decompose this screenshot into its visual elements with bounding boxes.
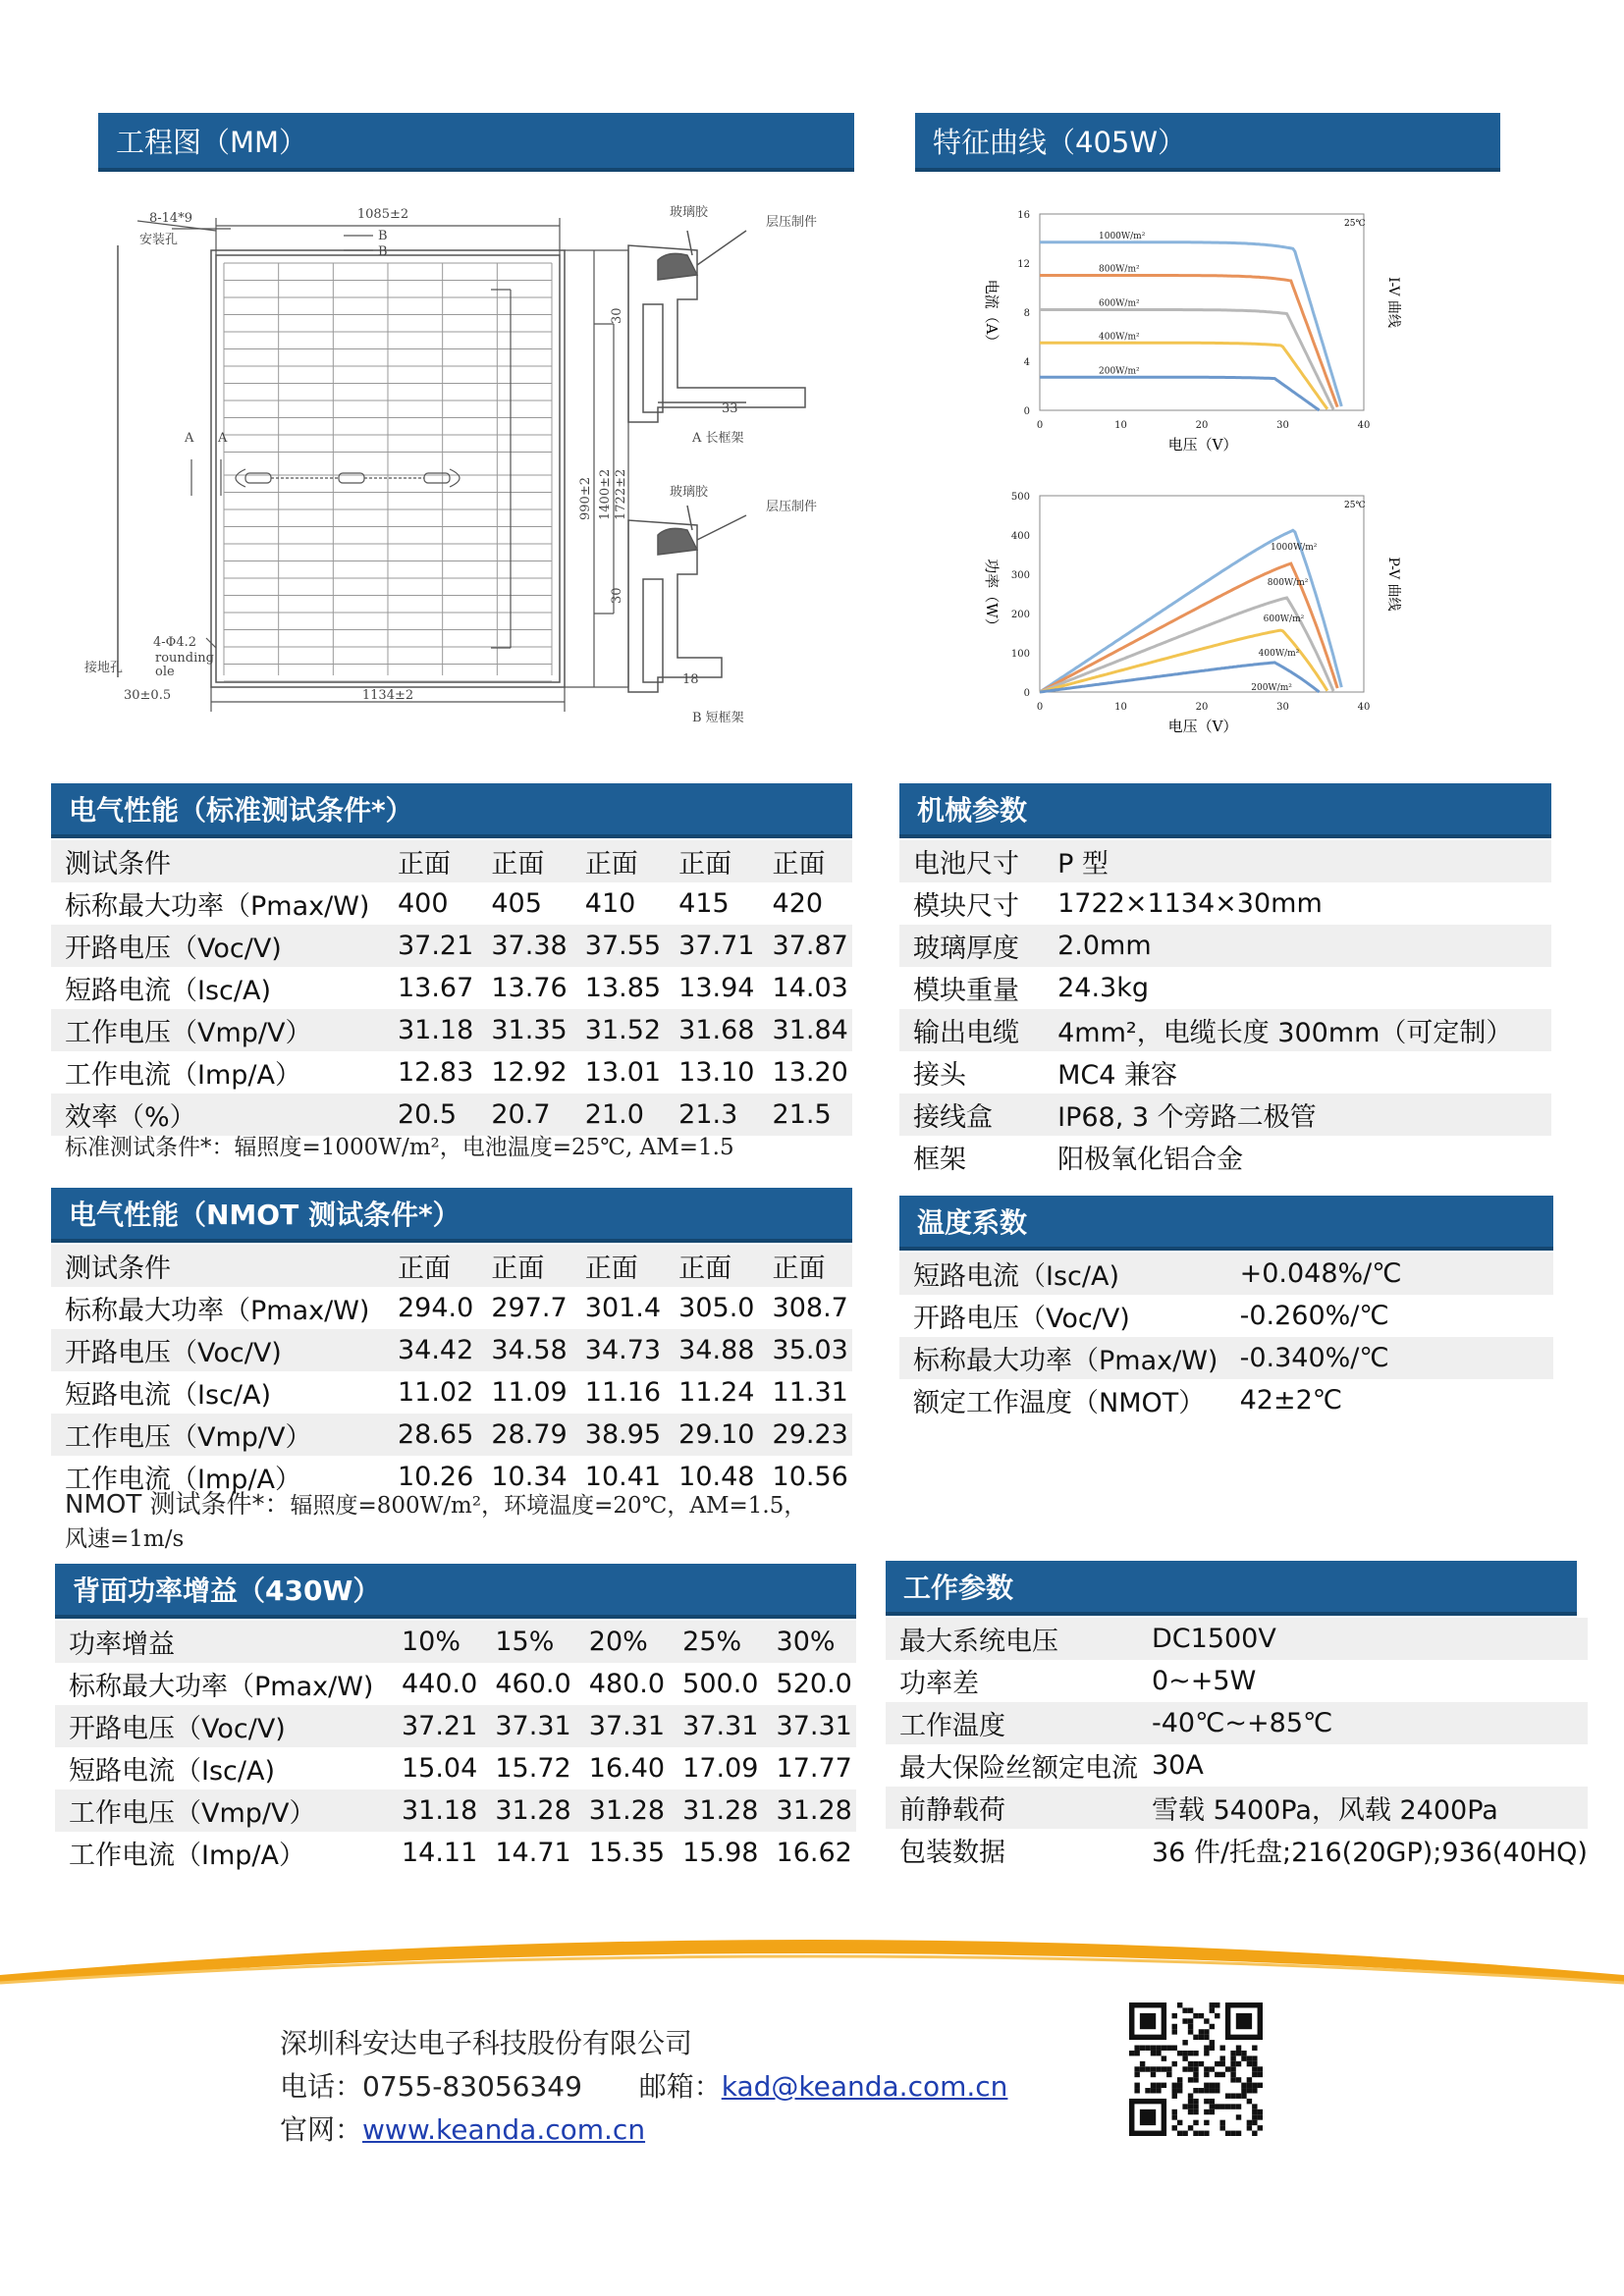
nmot-value: 29.10	[665, 1414, 758, 1456]
email-link[interactable]: kad@keanda.com.cn	[721, 2070, 1008, 2103]
pv-xtick: 10	[1114, 702, 1127, 713]
mechanical-row	[899, 1009, 1551, 1051]
nmot-value: 28.79	[477, 1414, 570, 1456]
stc-header: 电气性能（标准测试条件*）	[51, 783, 852, 838]
short-laminate-label: 层压制件	[766, 500, 818, 514]
pv-series-label: 800W/m²	[1267, 578, 1309, 589]
mechanical-row	[899, 967, 1551, 1009]
temperature-row	[899, 1337, 1553, 1379]
stc-value: 正面	[665, 840, 758, 882]
stc-value: 21.0	[571, 1094, 665, 1136]
frame-sections	[599, 196, 854, 736]
bifacial-value: 37.21	[388, 1705, 481, 1747]
mechanical-label: 接头	[899, 1051, 1044, 1094]
bifacial-row	[55, 1705, 856, 1747]
operating-label: 包装数据	[886, 1829, 1138, 1871]
stc-table	[51, 840, 852, 1136]
mechanical-row	[899, 925, 1551, 967]
stc-row	[51, 925, 852, 967]
operating-label: 前静载荷	[886, 1787, 1138, 1829]
bifacial-value: 31.18	[388, 1789, 481, 1832]
temperature-label: 额定工作温度（NMOT）	[899, 1379, 1226, 1421]
stc-value: 正面	[384, 840, 477, 882]
pv-xtick: 30	[1276, 702, 1289, 713]
operating-label: 最大系统电压	[886, 1618, 1138, 1660]
pv-curve-chart	[967, 478, 1409, 743]
dim-b2: B	[378, 244, 388, 259]
iv-xlabel: 电压（V）	[1167, 436, 1238, 454]
nmot-label: 开路电压（Voc/V)	[51, 1329, 384, 1371]
dim-holes: 8-14*9	[149, 211, 192, 226]
stc-label: 短路电流（Isc/A)	[51, 967, 384, 1009]
nmot-value: 28.65	[384, 1414, 477, 1456]
iv-ytick: 0	[1023, 406, 1030, 417]
temperature-value: 42±2℃	[1226, 1379, 1553, 1421]
nmot-note-rest: 辐照度=800W/m²，环境温度=20℃，AM=1.5，	[290, 1493, 807, 1519]
nmot-value: 297.7	[477, 1287, 570, 1329]
stc-value: 37.55	[571, 925, 665, 967]
ground-en2: ole	[155, 665, 175, 679]
pv-ytick: 400	[1010, 531, 1030, 542]
temperature-row	[899, 1253, 1553, 1295]
bifacial-label: 标称最大功率（Pmax/W)	[55, 1663, 388, 1705]
nmot-row	[51, 1245, 852, 1287]
operating-row	[886, 1618, 1588, 1660]
nmot-value: 正面	[477, 1245, 570, 1287]
temperature-row	[899, 1295, 1553, 1337]
bifacial-value: 10%	[388, 1621, 481, 1663]
nmot-label: 标称最大功率（Pmax/W)	[51, 1287, 384, 1329]
website-link[interactable]: www.keanda.com.cn	[362, 2113, 646, 2146]
operating-label: 最大保险丝额定电流	[886, 1744, 1138, 1787]
bifacial-value: 31.28	[669, 1789, 762, 1832]
stc-value: 12.92	[477, 1051, 570, 1094]
footer-web	[280, 2109, 645, 2148]
nmot-value: 正面	[665, 1245, 758, 1287]
dim-a2: A	[218, 431, 228, 446]
bifacial-value: 500.0	[669, 1663, 762, 1705]
nmot-value: 308.7	[759, 1287, 852, 1329]
stc-value: 405	[477, 882, 570, 925]
bifacial-value: 440.0	[388, 1663, 481, 1705]
mechanical-header: 机械参数	[899, 783, 1551, 838]
curves-header: 特征曲线（405W）	[915, 113, 1500, 172]
stc-row	[51, 967, 852, 1009]
mechanical-value: 4mm²，电缆长度 300mm（可定制）	[1044, 1009, 1551, 1051]
temperature-row	[899, 1379, 1553, 1421]
nmot-header: 电气性能（NMOT 测试条件*）	[51, 1188, 852, 1243]
iv-xtick: 30	[1276, 420, 1289, 431]
bifacial-value: 37.31	[763, 1705, 856, 1747]
iv-ylabel: 电流（A）	[983, 279, 1001, 349]
iv-ytick: 12	[1017, 259, 1030, 270]
iv-temp: 25℃	[1344, 219, 1366, 229]
bifacial-value: 31.28	[575, 1789, 669, 1832]
footer-contact	[280, 2065, 1007, 2105]
dim-width-top: 1085±2	[356, 207, 409, 222]
ground-spec: 4-Φ4.2	[153, 635, 196, 650]
stc-value: 13.01	[571, 1051, 665, 1094]
bifacial-row	[55, 1789, 856, 1832]
nmot-note-line2: 风速=1m/s	[65, 1526, 185, 1552]
temperature-header: 温度系数	[899, 1196, 1553, 1251]
bifacial-value: 14.71	[481, 1832, 574, 1874]
iv-ytick: 8	[1023, 308, 1030, 319]
short-width: 18	[682, 672, 699, 687]
pv-series-label: 1000W/m²	[1271, 542, 1318, 553]
operating-value: -40℃~+85℃	[1138, 1702, 1588, 1744]
nmot-value: 294.0	[384, 1287, 477, 1329]
pv-ytick: 0	[1023, 688, 1030, 699]
operating-header: 工作参数	[886, 1561, 1577, 1616]
nmot-value: 正面	[759, 1245, 852, 1287]
mechanical-label: 电池尺寸	[899, 840, 1044, 882]
bifacial-row	[55, 1621, 856, 1663]
stc-label: 工作电流（Imp/A）	[51, 1051, 384, 1094]
nmot-label: 短路电流（Isc/A)	[51, 1371, 384, 1414]
mechanical-row	[899, 882, 1551, 925]
nmot-label: 工作电压（Vmp/V）	[51, 1414, 384, 1456]
nmot-value: 正面	[384, 1245, 477, 1287]
pv-side-label: P-V 曲线	[1385, 557, 1401, 612]
pv-xtick: 20	[1195, 702, 1209, 713]
bifacial-row	[55, 1747, 856, 1789]
temperature-value: +0.048%/℃	[1226, 1253, 1553, 1295]
bifacial-label: 工作电压（Vmp/V）	[55, 1789, 388, 1832]
stc-value: 13.76	[477, 967, 570, 1009]
iv-series-line	[1040, 377, 1320, 410]
nmot-value: 正面	[571, 1245, 665, 1287]
nmot-value: 11.31	[759, 1371, 852, 1414]
stc-value: 21.3	[665, 1094, 758, 1136]
mechanical-label: 玻璃厚度	[899, 925, 1044, 967]
long-height: 30	[610, 307, 624, 324]
operating-row	[886, 1787, 1588, 1829]
temperature-value: -0.340%/℃	[1226, 1337, 1553, 1379]
iv-series-line	[1040, 310, 1333, 410]
iv-ytick: 16	[1017, 210, 1030, 221]
nmot-value: 10.56	[759, 1456, 852, 1498]
long-laminate-label: 层压制件	[766, 215, 818, 230]
iv-xtick: 20	[1195, 420, 1209, 431]
stc-value: 14.03	[759, 967, 852, 1009]
stc-value: 13.85	[571, 967, 665, 1009]
bifacial-value: 15.98	[669, 1832, 762, 1874]
mechanical-value: 1722×1134×30mm	[1044, 882, 1551, 925]
mechanical-value: 24.3kg	[1044, 967, 1551, 1009]
temperature-label: 标称最大功率（Pmax/W)	[899, 1337, 1226, 1379]
stc-value: 400	[384, 882, 477, 925]
nmot-value: 10.34	[477, 1456, 570, 1498]
mechanical-label: 框架	[899, 1136, 1044, 1178]
nmot-value: 11.16	[571, 1371, 665, 1414]
footer-company: 深圳科安达电子科技股份有限公司	[280, 2027, 693, 2059]
temperature-label: 短路电流（Isc/A)	[899, 1253, 1226, 1295]
stc-row	[51, 1051, 852, 1094]
stc-value: 410	[571, 882, 665, 925]
dim-30: 30±0.5	[124, 688, 172, 703]
iv-xtick: 0	[1036, 420, 1044, 431]
stc-value: 正面	[571, 840, 665, 882]
long-frame-caption: A 长框架	[692, 431, 744, 446]
stc-value: 31.18	[384, 1009, 477, 1051]
nmot-label: 工作电流（Imp/A）	[51, 1456, 384, 1498]
pv-xtick: 0	[1036, 702, 1044, 713]
stc-value: 37.71	[665, 925, 758, 967]
iv-ytick: 4	[1023, 357, 1030, 368]
pv-temp: 25℃	[1344, 501, 1366, 510]
drawing-header: 工程图（MM）	[98, 113, 854, 172]
bifacial-value: 31.28	[481, 1789, 574, 1832]
mechanical-value: P 型	[1044, 840, 1551, 882]
dim-a1: A	[185, 431, 194, 446]
footer-swoosh	[0, 1924, 1624, 1993]
operating-value: 36 件/托盘;216(20GP);936(40HQ)	[1138, 1829, 1588, 1871]
bifacial-label: 短路电流（Isc/A)	[55, 1747, 388, 1789]
iv-curve-chart	[967, 196, 1409, 461]
operating-row	[886, 1744, 1588, 1787]
stc-row	[51, 882, 852, 925]
operating-row	[886, 1660, 1588, 1702]
stc-value: 37.87	[759, 925, 852, 967]
ground-hole-label: 接地孔	[84, 661, 124, 675]
nmot-value: 10.41	[571, 1456, 665, 1498]
nmot-row	[51, 1287, 852, 1329]
stc-row	[51, 840, 852, 882]
pv-ytick: 200	[1010, 610, 1030, 620]
dim-990: 990±2	[578, 477, 593, 520]
stc-value: 正面	[759, 840, 852, 882]
nmot-row	[51, 1414, 852, 1456]
operating-table	[886, 1618, 1588, 1871]
mechanical-value: MC4 兼容	[1044, 1051, 1551, 1094]
pv-series-label: 600W/m²	[1263, 614, 1305, 624]
nmot-row	[51, 1371, 852, 1414]
temperature-label: 开路电压（Voc/V)	[899, 1295, 1226, 1337]
bifacial-label: 功率增益	[55, 1621, 388, 1663]
mechanical-table	[899, 840, 1551, 1178]
nmot-value: 38.95	[571, 1414, 665, 1456]
pv-ylabel: 功率（W）	[983, 559, 1001, 633]
stc-value: 31.52	[571, 1009, 665, 1051]
pv-series-label: 400W/m²	[1258, 648, 1300, 659]
operating-value: 30A	[1138, 1744, 1588, 1787]
dim-b1: B	[378, 229, 388, 243]
iv-side-label: I-V 曲线	[1385, 277, 1401, 328]
bifacial-header: 背面功率增益（430W）	[55, 1564, 856, 1619]
operating-value: 雪载 5400Pa，风载 2400Pa	[1138, 1787, 1588, 1829]
nmot-note	[65, 1484, 806, 1553]
bifacial-value: 20%	[575, 1621, 669, 1663]
pv-xtick: 40	[1357, 702, 1371, 713]
nmot-value: 34.42	[384, 1329, 477, 1371]
short-glue-label: 玻璃胶	[670, 485, 709, 500]
qr-code	[1129, 2002, 1263, 2136]
phone-label: 电话：	[280, 2070, 363, 2103]
iv-series-label: 400W/m²	[1099, 332, 1140, 343]
stc-value: 13.20	[759, 1051, 852, 1094]
dim-1722: 1722±2	[614, 468, 628, 520]
stc-label: 开路电压（Voc/V)	[51, 925, 384, 967]
short-height: 30	[610, 587, 624, 604]
mechanical-row	[899, 840, 1551, 882]
stc-value: 420	[759, 882, 852, 925]
operating-label: 功率差	[886, 1660, 1138, 1702]
bifacial-value: 15.04	[388, 1747, 481, 1789]
phone-number: 0755-83056349	[362, 2070, 582, 2103]
mechanical-label: 输出电缆	[899, 1009, 1044, 1051]
stc-value: 31.35	[477, 1009, 570, 1051]
operating-row	[886, 1702, 1588, 1744]
nmot-value: 29.23	[759, 1414, 852, 1456]
bifacial-value: 17.09	[669, 1747, 762, 1789]
stc-value: 20.7	[477, 1094, 570, 1136]
temperature-value: -0.260%/℃	[1226, 1295, 1553, 1337]
operating-value: 0~+5W	[1138, 1660, 1588, 1702]
pv-xlabel: 电压（V）	[1167, 718, 1238, 735]
iv-series-label: 200W/m²	[1099, 366, 1140, 377]
ground-en: rounding	[155, 651, 214, 666]
nmot-value: 10.26	[384, 1456, 477, 1498]
iv-series-label: 600W/m²	[1099, 298, 1140, 309]
pv-ytick: 500	[1010, 492, 1030, 503]
nmot-value: 11.09	[477, 1371, 570, 1414]
bifacial-value: 37.31	[481, 1705, 574, 1747]
short-frame-caption: B 短框架	[692, 711, 744, 725]
bifacial-value: 520.0	[763, 1663, 856, 1705]
pv-series-line	[1040, 598, 1333, 692]
dim-1400: 1400±2	[598, 468, 613, 520]
bifacial-value: 16.40	[575, 1747, 669, 1789]
mechanical-value: IP68, 3 个旁路二极管	[1044, 1094, 1551, 1136]
email-label: 邮箱：	[638, 2070, 722, 2103]
iv-xtick: 40	[1357, 420, 1371, 431]
bifacial-value: 31.28	[763, 1789, 856, 1832]
nmot-note-lead: NMOT 测试条件*：	[65, 1490, 291, 1520]
stc-label: 测试条件	[51, 840, 384, 882]
stc-value: 13.10	[665, 1051, 758, 1094]
stc-value: 13.94	[665, 967, 758, 1009]
operating-value: DC1500V	[1138, 1618, 1588, 1660]
bifacial-value: 16.62	[763, 1832, 856, 1874]
mechanical-value: 2.0mm	[1044, 925, 1551, 967]
nmot-value: 34.88	[665, 1329, 758, 1371]
mount-hole-label: 安装孔	[139, 233, 179, 247]
iv-series-label: 1000W/m²	[1099, 231, 1146, 241]
mechanical-value: 阳极氧化铝合金	[1044, 1136, 1551, 1178]
nmot-value: 10.48	[665, 1456, 758, 1498]
bifacial-label: 开路电压（Voc/V)	[55, 1705, 388, 1747]
stc-label: 工作电压（Vmp/V）	[51, 1009, 384, 1051]
stc-row	[51, 1009, 852, 1051]
bifacial-value: 37.31	[669, 1705, 762, 1747]
bifacial-value: 14.11	[388, 1832, 481, 1874]
stc-value: 31.68	[665, 1009, 758, 1051]
nmot-row	[51, 1329, 852, 1371]
nmot-value: 301.4	[571, 1287, 665, 1329]
bifacial-value: 25%	[669, 1621, 762, 1663]
stc-value: 12.83	[384, 1051, 477, 1094]
mechanical-label: 模块尺寸	[899, 882, 1044, 925]
bifacial-value: 17.77	[763, 1747, 856, 1789]
stc-label: 效率（%）	[51, 1094, 384, 1136]
iv-xtick: 10	[1114, 420, 1127, 431]
long-glue-label: 玻璃胶	[670, 205, 709, 220]
mechanical-row	[899, 1051, 1551, 1094]
nmot-table	[51, 1245, 852, 1498]
pv-series-label: 200W/m²	[1251, 682, 1292, 693]
operating-row	[886, 1829, 1588, 1871]
nmot-value: 11.24	[665, 1371, 758, 1414]
web-label: 官网：	[280, 2113, 363, 2146]
mechanical-label: 接线盒	[899, 1094, 1044, 1136]
bifacial-value: 15%	[481, 1621, 574, 1663]
iv-series-line	[1040, 276, 1337, 407]
stc-value: 37.38	[477, 925, 570, 967]
mechanical-label: 模块重量	[899, 967, 1044, 1009]
bifacial-value: 460.0	[481, 1663, 574, 1705]
operating-label: 工作温度	[886, 1702, 1138, 1744]
bifacial-row	[55, 1663, 856, 1705]
bifacial-value: 480.0	[575, 1663, 669, 1705]
pv-ytick: 100	[1010, 649, 1030, 660]
iv-series-label: 800W/m²	[1099, 264, 1140, 275]
mechanical-row	[899, 1136, 1551, 1178]
stc-value: 31.84	[759, 1009, 852, 1051]
nmot-value: 34.58	[477, 1329, 570, 1371]
temperature-table	[899, 1253, 1553, 1421]
stc-value: 37.21	[384, 925, 477, 967]
bifacial-row	[55, 1832, 856, 1874]
nmot-value: 35.03	[759, 1329, 852, 1371]
bifacial-value: 30%	[763, 1621, 856, 1663]
stc-note: 标准测试条件*：辐照度=1000W/m²，电池温度=25℃, AM=1.5	[65, 1135, 734, 1160]
stc-value: 正面	[477, 840, 570, 882]
nmot-label: 测试条件	[51, 1245, 384, 1287]
nmot-value: 34.73	[571, 1329, 665, 1371]
stc-label: 标称最大功率（Pmax/W)	[51, 882, 384, 925]
stc-value: 415	[665, 882, 758, 925]
nmot-value: 305.0	[665, 1287, 758, 1329]
stc-value: 20.5	[384, 1094, 477, 1136]
long-width: 33	[722, 401, 738, 416]
bifacial-value: 37.31	[575, 1705, 669, 1747]
bifacial-label: 工作电流（Imp/A）	[55, 1832, 388, 1874]
bifacial-value: 15.35	[575, 1832, 669, 1874]
stc-value: 21.5	[759, 1094, 852, 1136]
nmot-value: 11.02	[384, 1371, 477, 1414]
iv-series-line	[1040, 242, 1341, 406]
bifacial-table	[55, 1621, 856, 1874]
bifacial-value: 15.72	[481, 1747, 574, 1789]
dim-width-bottom: 1134±2	[361, 688, 414, 703]
mechanical-row	[899, 1094, 1551, 1136]
stc-value: 13.67	[384, 967, 477, 1009]
pv-ytick: 300	[1010, 570, 1030, 581]
